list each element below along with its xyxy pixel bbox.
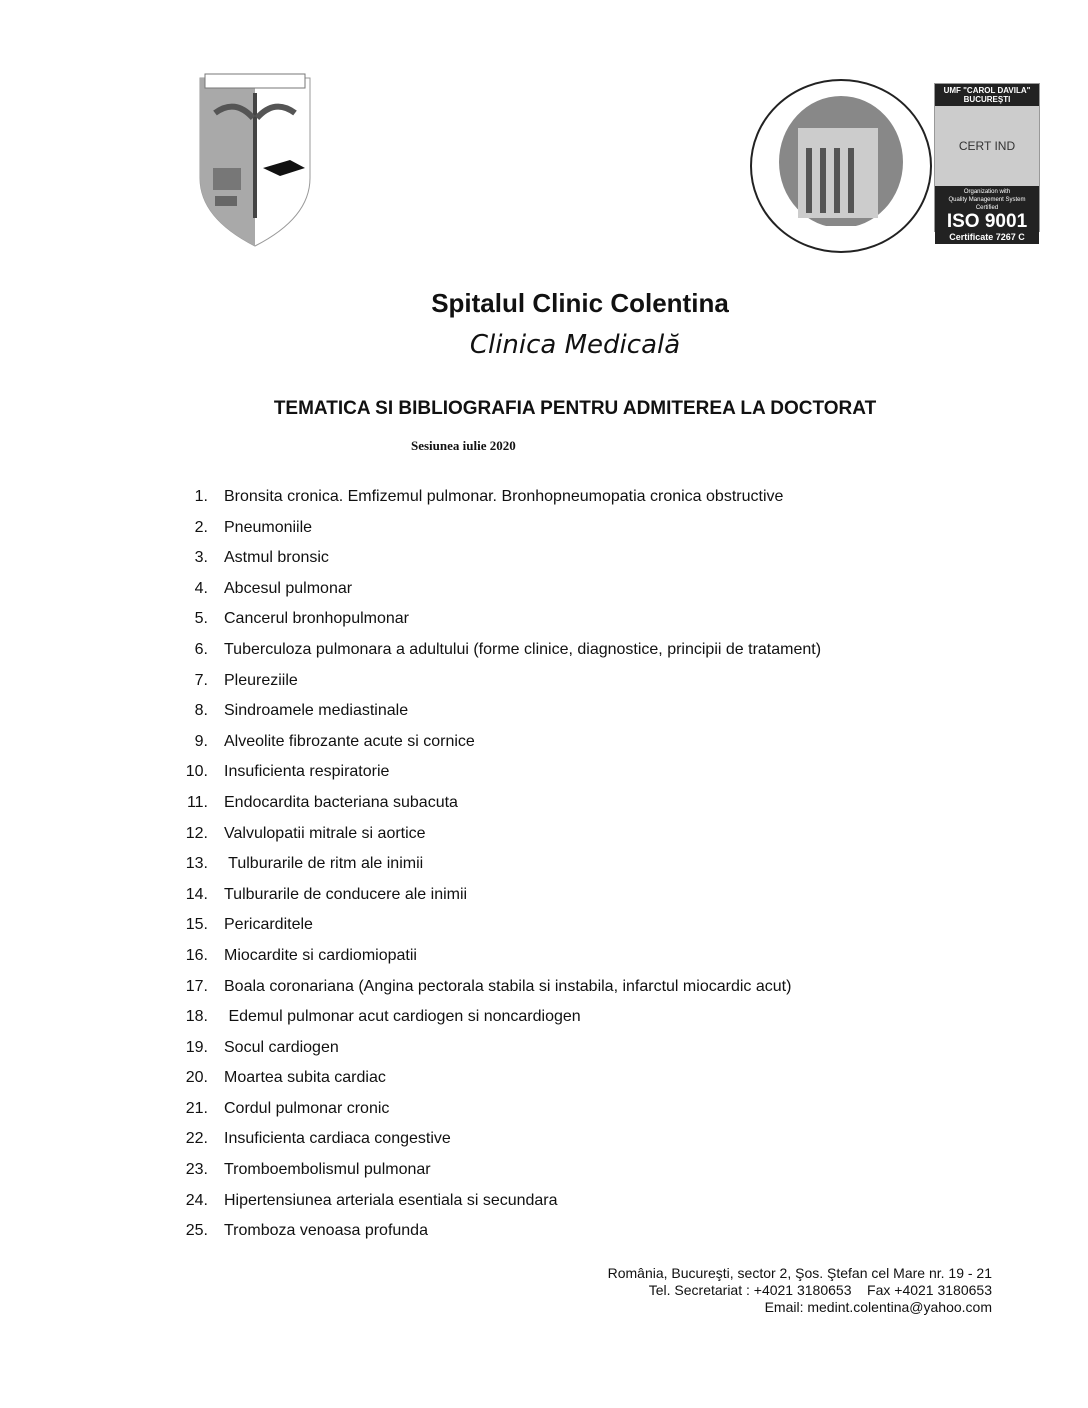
topic-item — [180, 733, 821, 764]
topic-number: 24. — [185, 1191, 208, 1209]
topic-item — [180, 825, 821, 856]
topic-number: 8. — [194, 702, 208, 720]
topic-item — [180, 947, 821, 978]
topic-item — [180, 702, 821, 733]
topic-text: Insuficienta cardiaca congestive — [224, 1130, 451, 1148]
footer-address: România, Bucureşti, sector 2, Şos. Ştefan cel Mare nr. 19 - 21 — [607, 1265, 992, 1281]
topic-number: 19. — [185, 1038, 208, 1056]
iso-cert-number: Certificate 7267 C — [949, 232, 1025, 242]
topic-list — [180, 488, 821, 1253]
hospital-crest-logo — [195, 68, 315, 248]
topic-text: Hipertensiunea arteriala esentiala si secundara — [224, 1191, 558, 1209]
topic-number: 23. — [185, 1161, 208, 1179]
document-heading: TEMATICA SI BIBLIOGRAFIA PENTRU ADMITEREA LA DOCTORAT — [273, 398, 877, 419]
session-label: Sesiunea iulie 2020 — [411, 438, 516, 453]
topic-text: Alveolite fibrozante acute si cornice — [224, 732, 475, 750]
topic-item — [180, 1100, 821, 1131]
topic-number: 17. — [185, 977, 208, 995]
topic-text: Insuficienta respiratorie — [224, 763, 390, 781]
topic-number: 3. — [194, 549, 208, 567]
iso-header: UMF "CAROL DAVILA" BUCUREŞTI — [935, 84, 1039, 106]
topic-number: 15. — [185, 916, 208, 934]
topic-item — [180, 886, 821, 917]
topic-text: Tulburarile de conducere ale inimii — [224, 885, 468, 903]
topic-item — [180, 855, 821, 886]
topic-item — [180, 1192, 821, 1223]
iso-line: Quality Management System — [948, 197, 1026, 203]
topic-item — [180, 549, 821, 580]
topic-text: Moartea subita cardiac — [224, 1069, 386, 1087]
topic-text: Cancerul bronhopulmonar — [224, 610, 409, 628]
topic-text: Pneumoniile — [224, 518, 313, 536]
topic-number: 13. — [185, 855, 208, 873]
topic-text: Endocardita bacteriana subacuta — [224, 793, 458, 811]
topic-item — [180, 1039, 821, 1070]
topic-text: Bronsita cronica. Emfizemul pulmonar. Bronhopneumopatia cronica obstructive — [224, 488, 784, 505]
topic-item — [180, 916, 821, 947]
topic-text: Socul cardiogen — [224, 1038, 339, 1056]
topic-number: 25. — [185, 1222, 208, 1240]
topic-text: Pleureziile — [224, 671, 298, 689]
topic-number: 2. — [194, 518, 208, 536]
topic-item — [180, 1130, 821, 1161]
topic-text: Miocardite si cardiomiopatii — [224, 946, 417, 964]
topic-number: 22. — [185, 1130, 208, 1148]
topic-number: 10. — [185, 763, 208, 781]
topic-text: Edemul pulmonar acut cardiogen si noncardiogen — [224, 1008, 581, 1026]
topic-item — [180, 672, 821, 703]
topic-text: Valvulopatii mitrale si aortice — [224, 824, 426, 842]
topic-item — [180, 519, 821, 550]
topic-number: 7. — [194, 671, 208, 689]
topic-item — [180, 1161, 821, 1192]
topic-text: Tulburarile de ritm ale inimii — [224, 855, 424, 873]
university-seal-logo — [748, 78, 934, 254]
iso-certificate-badge — [934, 83, 1040, 242]
topic-item — [180, 610, 821, 641]
topic-number: 5. — [194, 610, 208, 628]
topic-number: 9. — [194, 732, 208, 750]
topic-text: Tuberculoza pulmonara a adultului (forme clinice, diagnostice, principii de tratament) — [224, 640, 822, 658]
topic-item — [180, 488, 821, 519]
topic-text: Cordul pulmonar cronic — [224, 1099, 390, 1117]
certind-logo: CERT IND — [935, 106, 1039, 186]
topic-text: Pericarditele — [224, 916, 313, 934]
iso-line: Organization with — [963, 189, 1011, 195]
topic-number: 6. — [194, 640, 208, 658]
footer-phone: Tel. Secretariat : +4021 3180653 Fax +4021 3180653 — [648, 1282, 992, 1298]
topic-number: 16. — [185, 946, 208, 964]
topic-text: Astmul bronsic — [224, 549, 329, 567]
topic-item — [180, 1069, 821, 1100]
topic-text: Tromboza venoasa profunda — [224, 1222, 428, 1240]
iso-standard: ISO 9001 — [946, 211, 1028, 232]
topic-text: Abcesul pulmonar — [224, 579, 353, 597]
topic-item — [180, 1222, 821, 1253]
topic-number: 20. — [185, 1069, 208, 1087]
topic-number: 4. — [194, 579, 208, 597]
iso-line: Certified — [975, 205, 999, 211]
topic-item — [180, 978, 821, 1009]
topic-number: 14. — [185, 885, 208, 903]
topic-text: Tromboembolismul pulmonar — [224, 1161, 431, 1179]
clinic-subtitle: Clinica Medicală — [469, 330, 681, 360]
footer-email: Email: medint.colentina@yahoo.com — [764, 1299, 992, 1315]
topic-item — [180, 580, 821, 611]
hospital-title: Spitalul Clinic Colentina — [431, 288, 729, 318]
topic-number: 21. — [185, 1099, 208, 1117]
topic-number: 18. — [185, 1008, 208, 1026]
topic-item — [180, 1008, 821, 1039]
topic-number: 11. — [186, 793, 208, 811]
topic-text: Boala coronariana (Angina pectorala stabila si instabila, infarctul miocardic acut) — [224, 977, 792, 995]
topic-item — [180, 763, 821, 794]
topic-item — [180, 794, 821, 825]
footer-contact — [608, 1265, 992, 1316]
topic-text: Sindroamele mediastinale — [224, 702, 409, 720]
topic-number: 1. — [194, 488, 208, 505]
topic-number: 12. — [185, 824, 208, 842]
topic-item — [180, 641, 821, 672]
